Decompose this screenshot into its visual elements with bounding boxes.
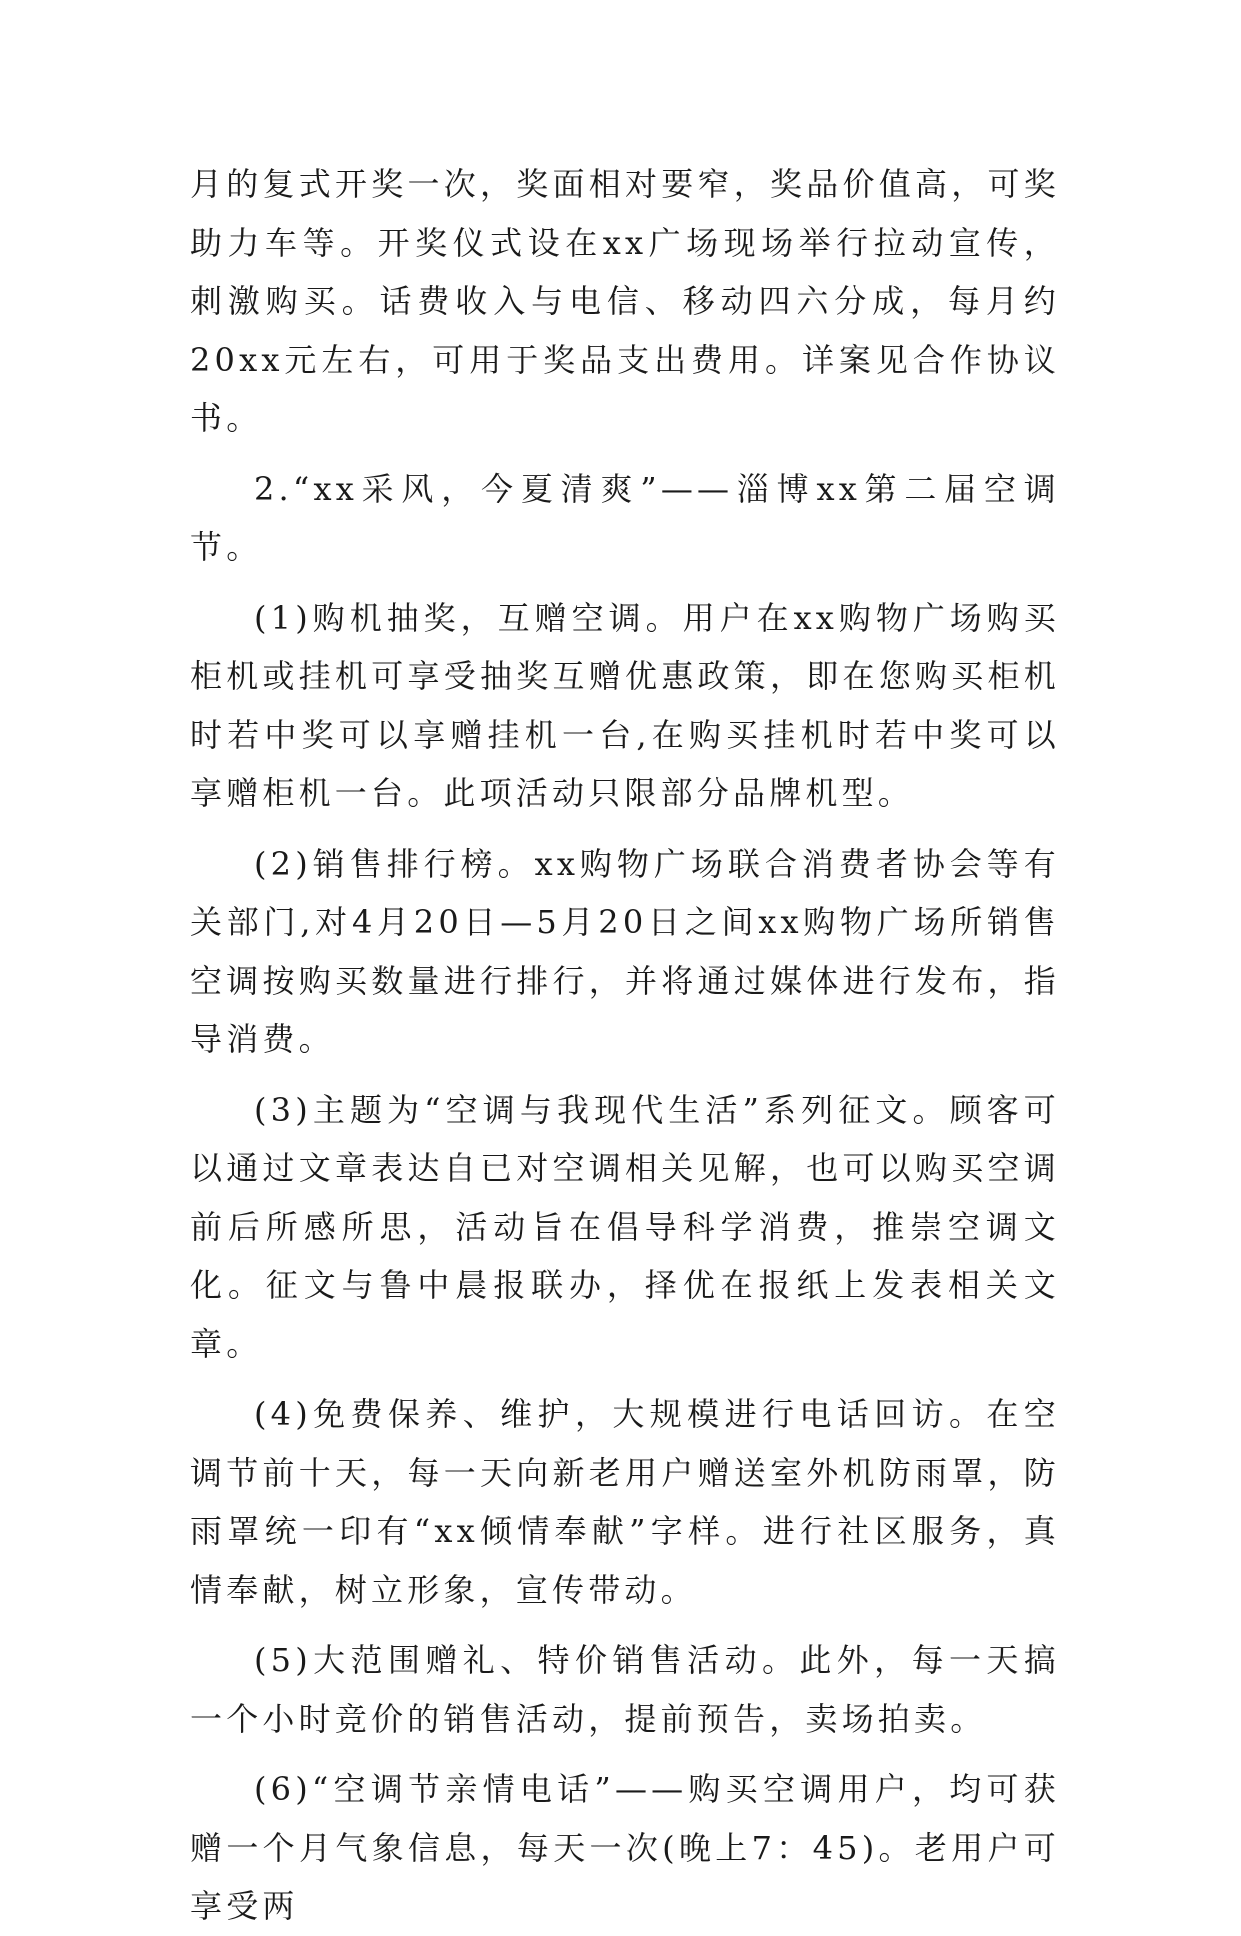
paragraph-continuation: 月的复式开奖一次，奖面相对要窄，奖品价值高，可奖助力车等。开奖仪式设在xx广场现场举行拉动宣传，刺激购买。话费收入与电信、移动四六分成，每月约20xx元左右，可用于奖品支出费用。详案见合作协议书。: [190, 165, 1060, 437]
paragraph-section-2-heading: 2.“xx采风，今夏清爽”——淄博xx第二届空调节。: [190, 469, 1060, 566]
paragraph-item-4: (4)免费保养、维护，大规模进行电话回访。在空调节前十天，每一天向新老用户赠送室外机防雨罩，防雨罩统一印有“xx倾情奉献”字样。进行社区服务，真情奉献，树立形象，宣传带动。: [190, 1395, 1060, 1609]
paragraph-item-6: (6)“空调节亲情电话”——购买空调用户，均可获赠一个月气象信息，每天一次(晚上7：45)。老用户可享受两: [190, 1770, 1060, 1925]
paragraph-item-5: (5)大范围赠礼、特价销售活动。此外，每一天搞一个小时竞价的销售活动，提前预告，卖场拍卖。: [190, 1641, 1060, 1738]
paragraph-item-2: (2)销售排行榜。xx购物广场联合消费者协会等有关部门,对4月20日—5月20日之间xx购物广场所销售空调按购买数量进行排行，并将通过媒体进行发布，指导消费。: [190, 844, 1060, 1058]
paragraph-item-3: (3)主题为“空调与我现代生活”系列征文。顾客可以通过文章表达自已对空调相关见解，也可以购买空调前后所感所思，活动旨在倡导科学消费，推崇空调文化。征文与鲁中晨报联办，择优在报纸上发表相关文章。: [190, 1090, 1060, 1363]
paragraph-item-1: (1)购机抽奖，互赠空调。用户在xx购物广场购买柜机或挂机可享受抽奖互赠优惠政策，即在您购买柜机时若中奖可以享赠挂机一台,在购买挂机时若中奖可以享赠柜机一台。此项活动只限部分品牌机型。: [190, 598, 1060, 812]
document-body: [190, 155, 1060, 1936]
